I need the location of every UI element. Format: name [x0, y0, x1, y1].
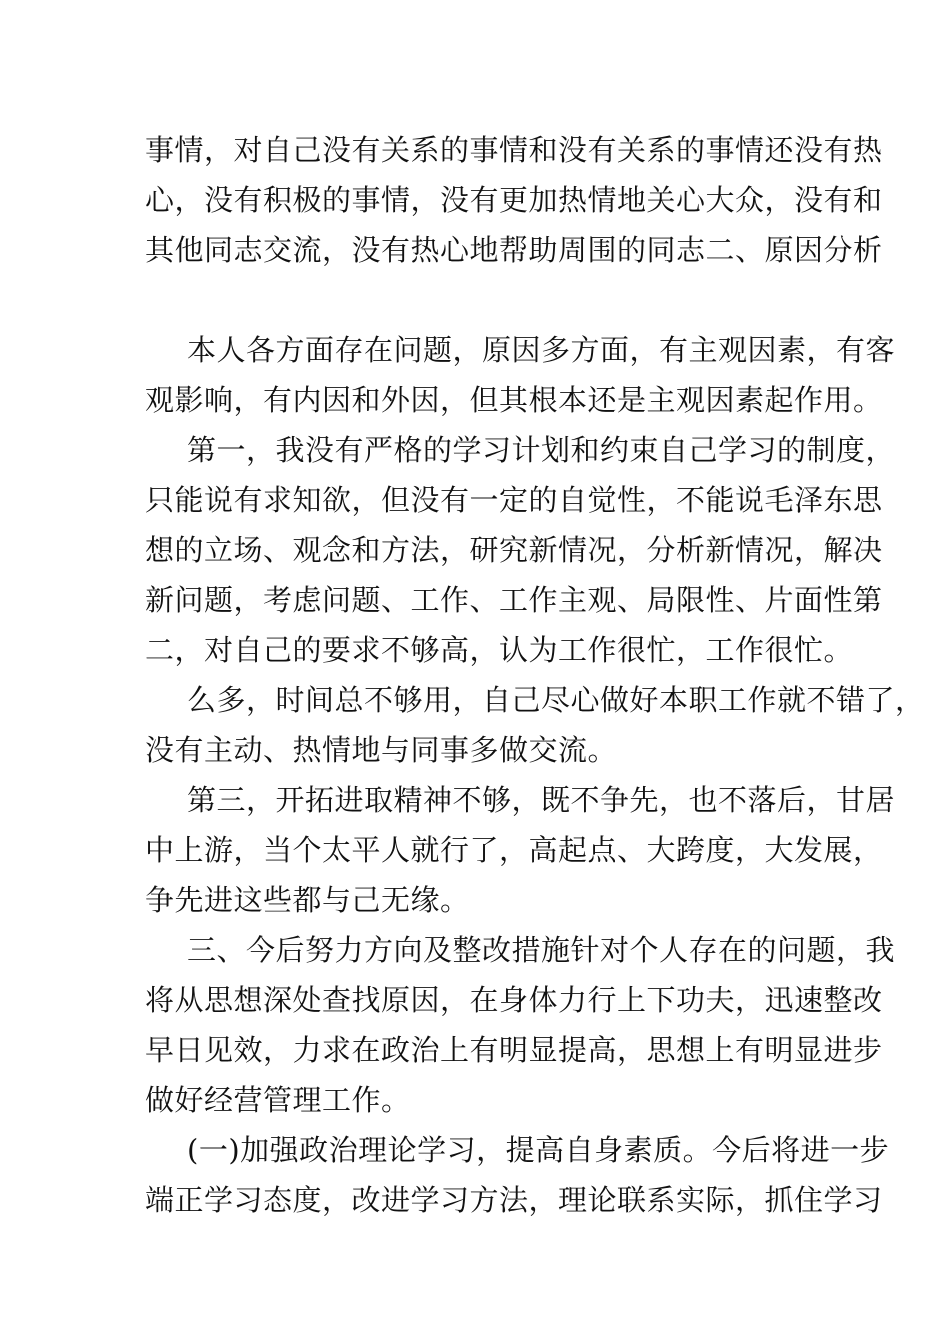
text-line-11: 么多，时间总不够用，自己尽心做好本职工作就不错了，	[187, 683, 925, 717]
text-line-3: 其他同志交流，没有热心地帮助周围的同志二、原因分析	[145, 233, 883, 267]
text-line-17: 将从思想深处查找原因，在身体力行上下功夫，迅速整改	[145, 983, 883, 1017]
text-line-15: 争先进这些都与己无缘。	[145, 883, 470, 917]
text-line-18: 早日见效，力求在政治上有明显提高，思想上有明显进步	[145, 1033, 883, 1067]
text-line-19: 做好经营管理工作。	[145, 1083, 411, 1117]
text-line-10: 二，对自己的要求不够高，认为工作很忙，工作很忙。	[145, 633, 854, 667]
text-line-8: 想的立场、观念和方法，研究新情况，分析新情况，解决	[145, 533, 883, 567]
text-line-7: 只能说有求知欲，但没有一定的自觉性，不能说毛泽东思	[145, 483, 883, 517]
text-line-4: 本人各方面存在问题，原因多方面，有主观因素，有客	[187, 333, 896, 367]
text-line-1: 事情，对自己没有关系的事情和没有关系的事情还没有热	[145, 133, 883, 167]
text-line-12: 没有主动、热情地与同事多做交流。	[145, 733, 618, 767]
text-line-6: 第一，我没有严格的学习计划和约束自己学习的制度，	[187, 433, 896, 467]
text-line-5: 观影响，有内因和外因，但其根本还是主观因素起作用。	[145, 383, 883, 417]
text-line-20: (一)加强政治理论学习，提高自身素质。今后将进一步	[187, 1133, 890, 1167]
text-line-14: 中上游，当个太平人就行了，高起点、大跨度，大发展，	[145, 833, 883, 867]
text-line-21: 端正学习态度，改进学习方法，理论联系实际，抓住学习	[145, 1183, 883, 1217]
text-line-9: 新问题，考虑问题、工作、工作主观、局限性、片面性第	[145, 583, 883, 617]
text-line-16: 三、今后努力方向及整改措施针对个人存在的问题，我	[187, 933, 896, 967]
text-line-13: 第三，开拓进取精神不够，既不争先，也不落后，甘居	[187, 783, 896, 817]
text-line-2: 心，没有积极的事情，没有更加热情地关心大众，没有和	[145, 183, 883, 217]
